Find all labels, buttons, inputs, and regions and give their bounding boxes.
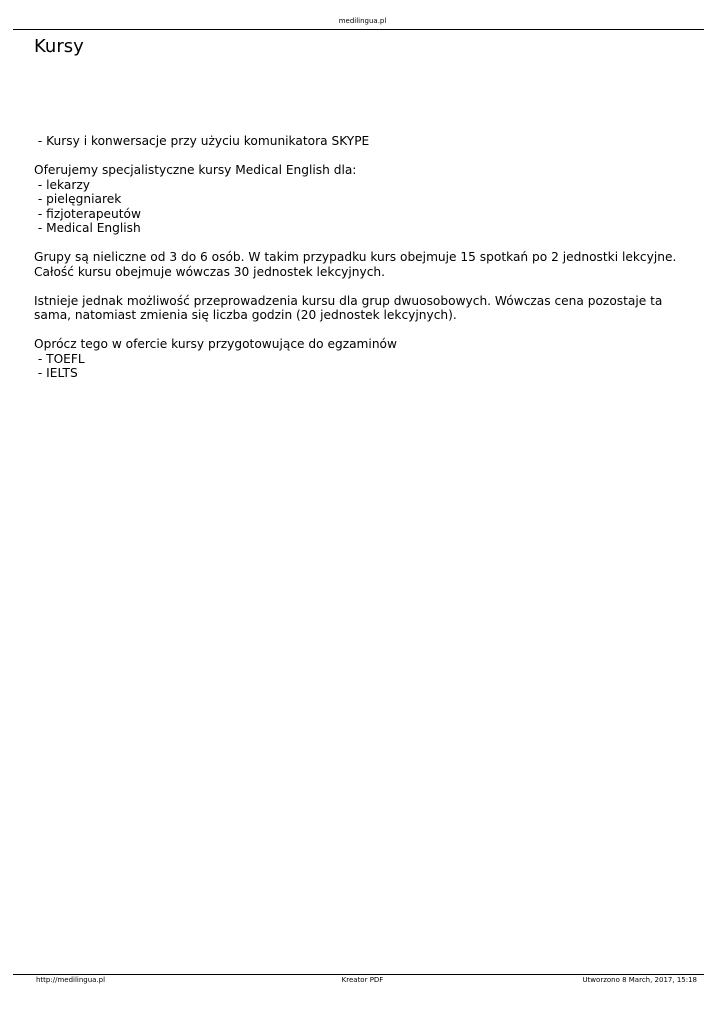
offer-item-nurses: - pielęgniarek	[34, 192, 122, 206]
header-site-name: medilingua.pl	[338, 17, 387, 25]
groups-paragraph	[34, 250, 699, 279]
exams-intro: Oprócz tego w ofercie kursy przygotowujące do egzaminów	[34, 337, 397, 351]
footer-url-link[interactable]: http://medilingua.pl	[36, 976, 106, 984]
groups-line-2: Całość kursu obejmuje wówczas 30 jednostek lekcyjnych.	[34, 264, 386, 279]
offer-item-physiotherapists: - fizjoterapeutów	[34, 206, 141, 221]
offer-item-medical-english: - Medical English	[34, 221, 141, 235]
footer-generator: Kreator PDF	[341, 976, 384, 984]
footer-created-date: Utworzono 8 March, 2017, 15:18	[582, 976, 697, 984]
exam-item-ielts: - IELTS	[34, 366, 78, 380]
duo-line-2: sama, natomiast zmienia się liczba godzin (20 jednostek lekcyjnych).	[34, 308, 457, 322]
header-divider	[13, 29, 704, 30]
footer-divider	[13, 974, 704, 975]
skype-paragraph	[34, 134, 699, 149]
exams-paragraph	[34, 337, 699, 381]
offer-item-doctors: - lekarzy	[34, 177, 90, 192]
exam-item-toefl: - TOEFL	[34, 351, 85, 366]
duo-line-1: Istnieje jednak możliwość przeprowadzenia kursu dla grup dwuosobowych. Wówczas cena pozostaje ta	[34, 293, 663, 308]
offer-intro: Oferujemy specjalistyczne kursy Medical English dla:	[34, 163, 357, 177]
page-title: Kursy	[34, 36, 84, 57]
groups-line-1: Grupy są nieliczne od 3 do 6 osób. W takim przypadku kurs obejmuje 15 spotkań po 2 jednostki lekcyjne.	[34, 250, 677, 264]
duo-paragraph	[34, 294, 699, 323]
offer-paragraph	[34, 163, 699, 236]
article-body	[34, 134, 699, 395]
skype-course-line: - Kursy i konwersacje przy użyciu komunikatora SKYPE	[34, 134, 370, 148]
